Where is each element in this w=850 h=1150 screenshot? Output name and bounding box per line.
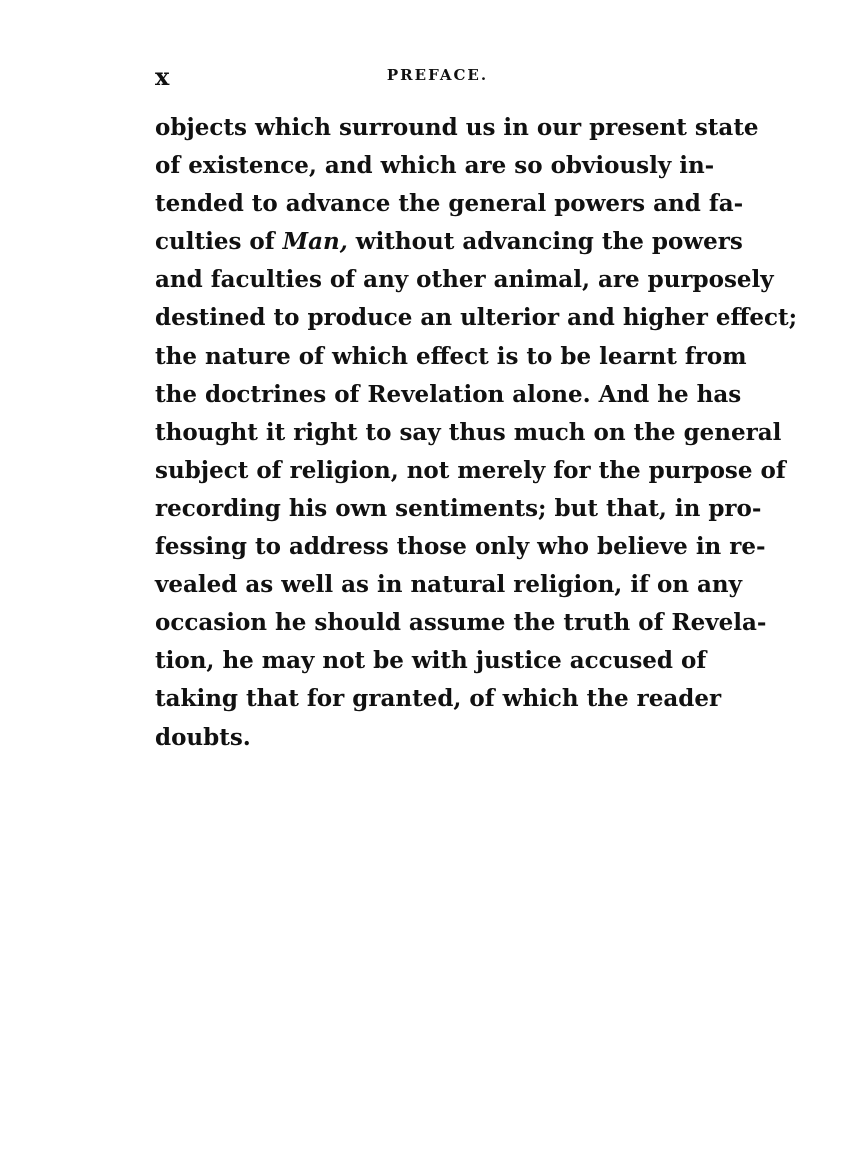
text-segment: without advancing the powers bbox=[347, 228, 743, 256]
text-line: the nature of which effect is to be learnt from bbox=[155, 342, 747, 370]
text-line: destined to produce an ulterior and higher effect; bbox=[155, 304, 798, 332]
text-line: tended to advance the general powers and fa- bbox=[155, 190, 744, 218]
text-line bbox=[155, 223, 743, 261]
italic-word: Man, bbox=[282, 228, 348, 256]
text-line: thought it right to say thus much on the general bbox=[155, 418, 782, 446]
text-line: vealed as well as in natural religion, if on any bbox=[155, 571, 743, 599]
text-line: taking that for granted, of which the reader bbox=[155, 685, 722, 713]
text-line: tion, he may not be with justice accused of bbox=[155, 647, 707, 675]
text-line: the doctrines of Revelation alone. And he has bbox=[155, 380, 742, 408]
text-line: subject of religion, not merely for the purpose of bbox=[155, 456, 786, 484]
text-line: of existence, and which are so obviously in- bbox=[155, 152, 715, 180]
text-line: occasion he should assume the truth of Revela- bbox=[155, 609, 767, 637]
text-line: objects which surround us in our present state bbox=[155, 114, 759, 141]
body-paragraph bbox=[155, 109, 798, 757]
text-line: recording his own sentiments; but that, in pro- bbox=[155, 494, 762, 522]
text-line: fessing to address those only who believe in re- bbox=[155, 533, 766, 561]
text-segment: culties of bbox=[155, 228, 283, 256]
page-header-title: PREFACE. bbox=[386, 66, 489, 84]
text-line: doubts. bbox=[155, 723, 251, 751]
running-head bbox=[155, 60, 695, 90]
page-number: x bbox=[155, 62, 170, 91]
text-line: and faculties of any other animal, are purposely bbox=[155, 266, 774, 294]
